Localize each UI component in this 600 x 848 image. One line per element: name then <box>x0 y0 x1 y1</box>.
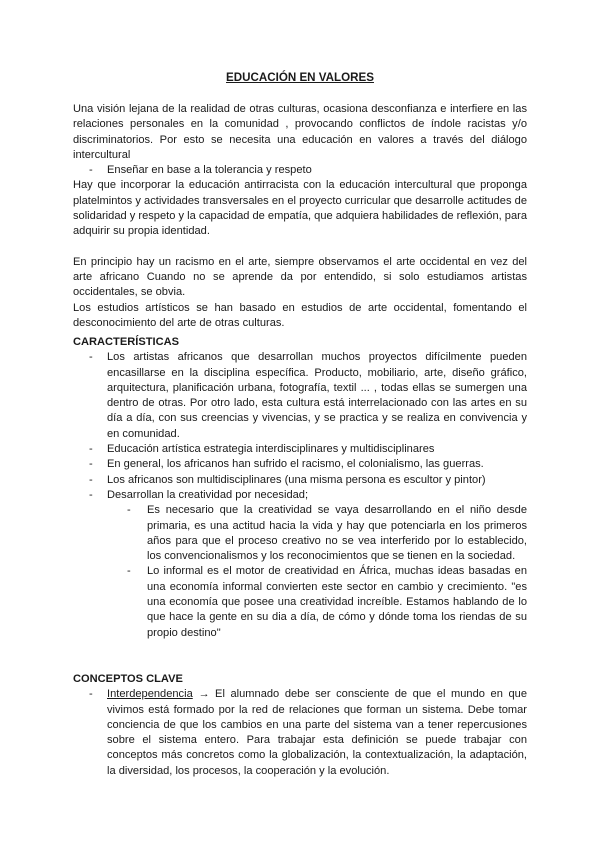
intro-section <box>73 102 527 331</box>
list-item: - Los artistas africanos que desarrollan muchos proyectos difícilmente pueden encasillarse en la disciplina específica. Producto, mobiliario, arte, diseño gráfico, arquitectura, planificación urbana, fotografía, textil ... , todas ellas se sumergen una dentro de otras. Por otro lado, esta cultura está interrelacionado con las artes en su día a día, con sus creencias y vivencias, y se practica y se realiza en convivencia y en comunidad. <box>73 350 527 442</box>
intro-paragraph: Una visión lejana de la realidad de otras culturas, ocasiona desconfianza e interfiere en las relaciones personales en la comunidad , provocando conflictos de índole racistas y/o discriminatorios. Por esto se necesita una educación en valores a través del diálogo intercultural <box>73 103 527 161</box>
list-item: - Enseñar en base a la tolerancia y respeto <box>73 163 527 178</box>
document-title: EDUCACIÓN EN VALORES <box>226 71 374 84</box>
list-item-text: Desarrollan la creatividad por necesidad; <box>107 488 309 501</box>
list-item: - Los africanos son multidisciplinares (una misma persona es escultor y pintor) <box>73 473 527 488</box>
sublist-item: - Lo informal es el motor de creatividad en África, muchas ideas basadas en una economía informal convierten este sector en cambio y crecimiento. "es una economía que posee una creatividad increíble. Estamos hablando de lo que hace la gente en su dia a día, de cómo y dónde toma los riendas de su propio destino" <box>107 564 527 640</box>
concept-term: Interdependencia <box>107 688 193 701</box>
section-heading: CONCEPTOS CLAVE <box>73 673 183 685</box>
concept-definition: → El alumnado debe ser consciente de que el mundo en que vivimos está formado por la red de relaciones que forman un sistema. Debe tomar conciencia de que los cambios en una parte del sistema van a tener repercusiones sobre el sistema entero. Para trabajar esta definición se puede trabajar con conceptos más concretos como la globalización, la contextualización, la adaptación, la diversidad, los procesos, la cooperación y la evolución. <box>107 688 527 777</box>
list-item <box>73 488 527 641</box>
sublist-item: - Es necesario que la creatividad se vaya desarrollando en el niño desde primaria, es una actitud hacia la vida y hay que potenciarla en los primeros años para que el proceso creativo no se vea interferido por lo establecido, los convencionalismos y los reconocimientos que se tienen en la sociedad. <box>107 503 527 564</box>
list-item <box>73 687 527 779</box>
list-item: - En general, los africanos han sufrido el racismo, el colonialismo, las guerras. <box>73 457 527 472</box>
caracteristicas-list <box>73 350 527 641</box>
section-heading: CARACTERÍSTICAS <box>73 336 180 348</box>
intro-paragraph: Hay que incorporar la educación antirracista con la educación intercultural que proponga platelmintos y actividades transversales en el proyecto curricular que desarrolle actitudes de solidaridad y respeto y la capacidad de empatía, que adquiera habilidades de reflexión, para adquirir su propia identidad. <box>73 179 527 238</box>
caracteristicas-section <box>73 335 527 641</box>
intro-list <box>73 163 527 178</box>
intro-paragraph: En principio hay un racismo en el arte, siempre observamos el arte occidental en vez del arte africano Cuando no se aprende da por entendido, si solo estudiamos artistas occidentales, se obvia. <box>73 255 527 299</box>
list-item: - Educación artística estrategia interdisciplinares y multidisciplinares <box>73 442 527 457</box>
creatividad-sublist <box>107 503 527 641</box>
conceptos-list <box>73 687 527 779</box>
conceptos-section <box>73 672 527 779</box>
intro-paragraph: Los estudios artísticos se han basado en estudios de arte occidental, fomentando el desconocimiento del arte de otras culturas. <box>73 301 527 329</box>
